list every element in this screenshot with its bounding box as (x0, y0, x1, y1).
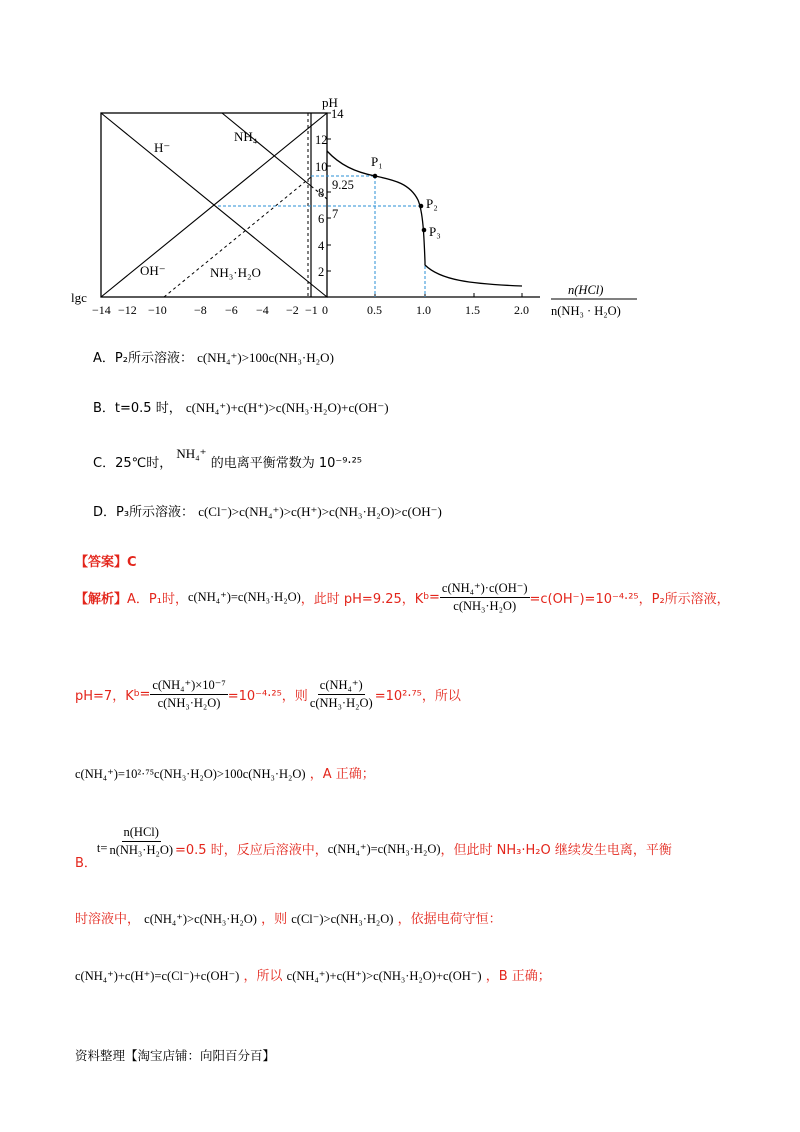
label-h: H⁻ (154, 140, 171, 155)
option-c (93, 446, 362, 471)
analysis-line-2 (75, 677, 461, 711)
x-tick-15: 1.5 (465, 303, 480, 317)
frac-den: n(NH₃·H₂O) (109, 843, 174, 857)
titration-graph (0, 0, 800, 330)
analysis-l1-b: ，此时 pH=9.25，K (300, 591, 424, 607)
option-b-expr: c(NH₄⁺)+c(H⁺)>c(NH₃·H₂O)+c(OH⁻) (185, 400, 389, 415)
frac-num: n(HCl) (122, 825, 161, 842)
frac-den: c(NH₃·H₂O) (453, 599, 517, 613)
analysis-l3-eq: c(NH₄⁺)=10²·⁷⁵c(NH₃·H₂O)>100c(NH₃·H₂O) (75, 767, 306, 781)
analysis-label: 【解析】 (75, 591, 128, 607)
frac-num: c(NH₄⁺)×10⁻⁷ (150, 677, 227, 695)
label-oh: OH⁻ (140, 263, 166, 278)
x-tick-m10: −10 (148, 303, 167, 317)
analysis-l2-b: =10⁻⁴·²⁵，则 (227, 688, 308, 704)
x-tick-m4: −4 (256, 303, 269, 317)
analysis-l4-a: B． (75, 856, 97, 871)
option-c-species: NH₄⁺ (176, 446, 207, 461)
analysis-line-1 (75, 580, 730, 614)
analysis-l5-eq2: c(Cl⁻)>c(NH₃·H₂O) (291, 912, 394, 926)
analysis-l4-b: =0.5 时，反应后溶液中， (175, 843, 328, 858)
option-d-prefix: D．P₃所示溶液： (93, 505, 195, 520)
footer-note: 资料整理【淘宝店铺：向阳百分百】 (75, 1048, 276, 1063)
value-7: 7 (332, 207, 339, 221)
analysis-l2-frac2 (308, 677, 375, 711)
analysis-l1-b-sub: b (423, 592, 430, 602)
frac-den: c(NH₃·H₂O) (157, 696, 221, 710)
option-c-text: 的电离平衡常数为 10⁻⁹·²⁵ (210, 456, 362, 471)
analysis-l4-t: t= (96, 841, 108, 855)
point-p3 (422, 228, 427, 233)
x-tick-m14: −14 (92, 303, 111, 317)
analysis-l5-a: 时溶液中， (75, 912, 141, 927)
analysis-l1-b-eq: = (429, 589, 440, 605)
analysis-l2-frac1 (150, 677, 227, 711)
x-tick-10: 1.0 (416, 303, 431, 317)
analysis-l1-c: =c(OH⁻)=10⁻⁴·²⁵，P₂所示溶液， (529, 591, 730, 607)
analysis-l5-eq1: c(NH₄⁺)>c(NH₃·H₂O) (144, 912, 257, 926)
ph-tick-12: 12 (315, 133, 328, 147)
analysis-line-6 (75, 965, 551, 984)
lgc-label: lgc (71, 290, 87, 305)
label-nh4: NH₄ (234, 129, 258, 144)
label-nh3h2o: NH₃·H₂O (210, 265, 261, 280)
frac-num: c(NH₄⁺)·c(OH⁻) (440, 580, 530, 598)
ph-tick-2: 2 (318, 265, 325, 279)
nh4-line (222, 113, 311, 186)
analysis-l2-a-eq: = (139, 686, 151, 702)
frac-num: c(NH₄⁺) (318, 677, 365, 695)
analysis-l6-b: ，B 正确； (485, 969, 551, 984)
x-tick-0: 0 (322, 303, 328, 317)
analysis-l2-a: pH=7，K (75, 688, 134, 704)
analysis-line-3 (75, 763, 375, 782)
option-c-prefix: C．25℃时， (93, 456, 173, 471)
x-tick-m1: −1 (305, 303, 318, 317)
ph-axis-label: pH (322, 95, 338, 110)
option-a-expr: c(NH₄⁺)>100c(NH₃·H₂O) (197, 350, 334, 365)
point-p2 (419, 204, 424, 209)
x-tick-m6: −6 (225, 303, 238, 317)
analysis-l2-a-sub: b (133, 689, 140, 699)
x-ratio-num: n(HCl) (568, 283, 604, 297)
answer-label: 【答案】C (75, 555, 137, 570)
titration-curve (327, 151, 522, 286)
frac-den: c(NH₃·H₂O) (309, 696, 373, 710)
x-tick-m8: −8 (194, 303, 207, 317)
analysis-l6-eq1: c(NH₄⁺)+c(H⁺)=c(Cl⁻)+c(OH⁻) (75, 969, 240, 983)
label-p1: P₁ (371, 154, 383, 169)
option-b (93, 397, 389, 416)
ph-tick-10: 10 (315, 160, 328, 174)
x-ratio-den: n(NH₃ · H₂O) (551, 304, 621, 318)
analysis-l3-tail: ，A 正确； (309, 767, 375, 782)
option-d-expr: c(Cl⁻)>c(NH₄⁺)>c(H⁺)>c(NH₃·H₂O)>c(OH⁻) (198, 504, 442, 519)
x-tick-m2: −2 (286, 303, 299, 317)
analysis-line-4 (75, 812, 672, 871)
x-tick-20: 2.0 (514, 303, 529, 317)
analysis-l1-frac (440, 580, 530, 614)
analysis-l4-c: ，但此时 NH₃·H₂O 继续发生电离，平衡 (440, 843, 672, 858)
ph-tick-8: 8 (318, 186, 325, 200)
option-b-prefix: B．t=0.5 时， (93, 401, 182, 416)
analysis-l2-c: =10²·⁷⁵，所以 (374, 688, 461, 704)
ph-tick-4: 4 (318, 239, 325, 253)
analysis-l5-c: ，依据电荷守恒： (397, 912, 502, 927)
analysis-l1-eq: c(NH₄⁺)=c(NH₃·H₂O) (187, 590, 301, 604)
analysis-line-5 (75, 908, 502, 927)
value-9-25: 9.25 (332, 178, 354, 192)
ph-tick-14: 14 (331, 107, 344, 121)
option-a-prefix: A．P₂所示溶液： (93, 351, 193, 366)
analysis-l1-a: A．P₁时， (127, 591, 188, 607)
analysis-l6-eq2: c(NH₄⁺)+c(H⁺)>c(NH₃·H₂O)+c(OH⁻) (286, 969, 482, 983)
x-tick-05: 0.5 (367, 303, 382, 317)
analysis-l4-frac (107, 825, 175, 858)
x-tick-m12: −12 (118, 303, 137, 317)
analysis-l4-eq: c(NH₄⁺)=c(NH₃·H₂O) (327, 841, 441, 856)
option-d (93, 501, 442, 520)
point-p1 (373, 174, 378, 179)
ph-tick-6: 6 (318, 212, 325, 226)
label-p3: P₃ (429, 224, 441, 239)
analysis-l6-a: ，所以 (243, 969, 283, 984)
label-p2: P₂ (426, 196, 438, 211)
analysis-l5-b: ，则 (261, 912, 288, 927)
option-a (93, 347, 334, 366)
